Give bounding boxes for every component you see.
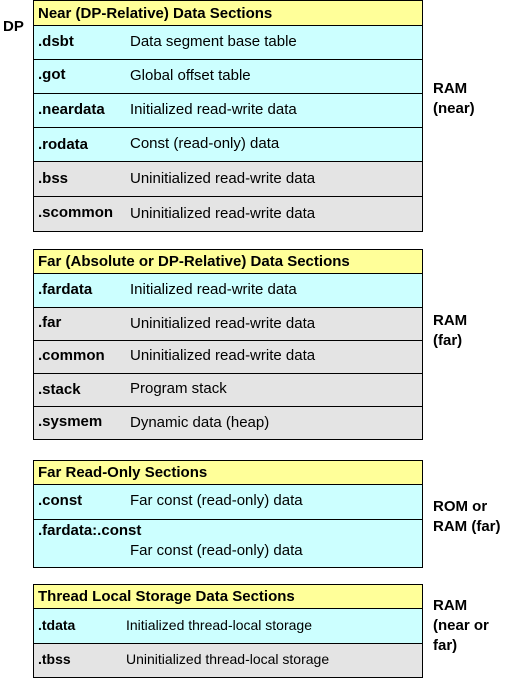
memory-label-tls: RAM (near or far)	[433, 597, 489, 654]
section-desc: Global offset table	[130, 67, 251, 84]
section-desc: Uninitialized read-write data	[130, 315, 316, 332]
section-name: .tbss	[38, 651, 71, 667]
section-desc: Data segment base table	[130, 33, 297, 50]
section-name: .got	[38, 66, 66, 83]
section-row-fardata-const	[34, 520, 422, 567]
section-row-common	[34, 341, 422, 374]
group-title: Far Read-Only Sections	[34, 461, 422, 485]
section-desc: Initialized read-write data	[130, 101, 297, 118]
section-row-dsbt	[34, 26, 422, 60]
section-name: .fardata	[38, 281, 93, 298]
section-name: .far	[38, 314, 62, 331]
memory-label-near: RAM (near)	[433, 80, 475, 117]
section-row-tdata	[34, 609, 422, 644]
section-desc: Far const (read-only) data	[130, 542, 303, 559]
section-row-neardata	[34, 94, 422, 128]
section-desc: Initialized thread-local storage	[126, 617, 312, 633]
section-row-const	[34, 485, 422, 520]
section-row-rodata	[34, 128, 422, 162]
far-readonly-group	[33, 460, 423, 568]
section-row-far	[34, 308, 422, 341]
near-data-group	[33, 0, 423, 232]
section-name: .sysmem	[38, 413, 103, 430]
section-name: .bss	[38, 170, 69, 187]
section-name: .tdata	[38, 617, 76, 633]
section-desc: Uninitialized thread-local storage	[126, 651, 330, 667]
section-desc: Dynamic data (heap)	[130, 414, 270, 431]
section-name: .fardata:.const	[38, 522, 142, 539]
section-desc: Const (read-only) data	[130, 135, 280, 152]
section-row-scommon	[34, 197, 422, 231]
memory-label-readonly: ROM or RAM (far)	[433, 498, 501, 535]
section-name: .stack	[38, 381, 81, 398]
section-name: .neardata	[38, 101, 105, 118]
section-row-tbss	[34, 644, 422, 677]
section-row-stack	[34, 374, 422, 407]
section-name: .common	[38, 347, 105, 364]
section-desc: Uninitialized read-write data	[130, 205, 316, 222]
section-desc: Far const (read-only) data	[130, 492, 303, 509]
section-row-sysmem	[34, 407, 422, 439]
section-desc: Initialized read-write data	[130, 281, 297, 298]
group-title: Far (Absolute or DP-Relative) Data Sections	[34, 250, 422, 274]
thread-local-group	[33, 584, 423, 678]
section-name: .scommon	[38, 204, 114, 221]
section-row-fardata	[34, 274, 422, 308]
group-title: Near (DP-Relative) Data Sections	[34, 1, 422, 26]
far-data-group	[33, 249, 423, 440]
section-name: .dsbt	[38, 33, 74, 50]
dp-label: DP	[3, 18, 24, 35]
section-row-got	[34, 60, 422, 94]
group-title: Thread Local Storage Data Sections	[34, 585, 422, 609]
section-name: .rodata	[38, 136, 89, 153]
section-desc: Uninitialized read-write data	[130, 170, 316, 187]
memory-label-far: RAM (far)	[433, 312, 468, 349]
section-desc: Program stack	[130, 380, 227, 397]
section-name: .const	[38, 492, 83, 509]
section-row-bss	[34, 162, 422, 197]
section-desc: Uninitialized read-write data	[130, 347, 316, 364]
